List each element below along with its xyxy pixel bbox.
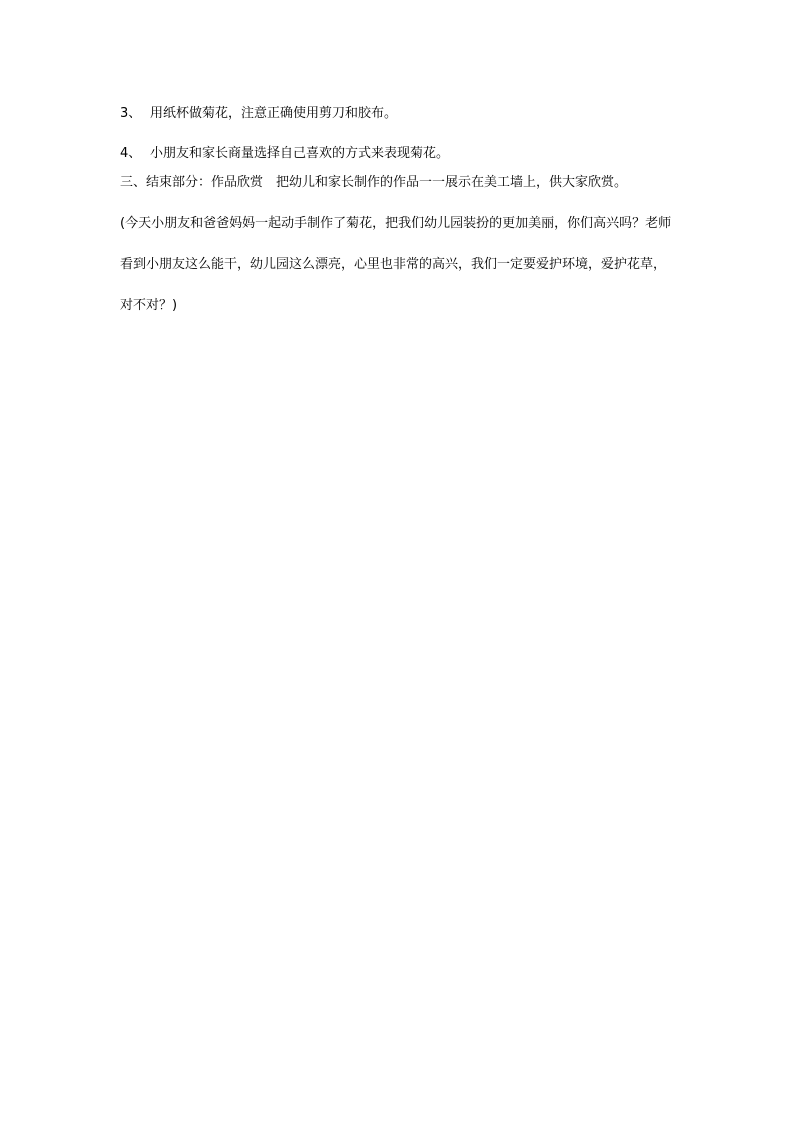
closing-paragraph: (今天小朋友和爸爸妈妈一起动手制作了菊花，把我们幼儿园装扮的更加美丽，你们高兴吗？老师看到小朋友这么能干，幼儿园这么漂亮，心里也非常的高兴，我们一定要爱护环境，爱护花草，对不对？) [120, 216, 672, 313]
list-item-text: 用纸杯做菊花，注意正确使用剪刀和胶布。 [150, 106, 398, 121]
list-item-text: 小朋友和家长商量选择自己喜欢的方式来表现菊花。 [150, 146, 450, 161]
list-item-4 [120, 144, 680, 164]
document-body [120, 104, 680, 326]
list-item-3 [120, 104, 680, 124]
section-heading: 三、结束部分：作品欣赏 把幼儿和家长制作的作品一一展示在美工墙上，供大家欣赏。 [120, 175, 628, 190]
list-item-number: 3、 [120, 106, 142, 121]
list-item-number: 4、 [120, 146, 142, 161]
